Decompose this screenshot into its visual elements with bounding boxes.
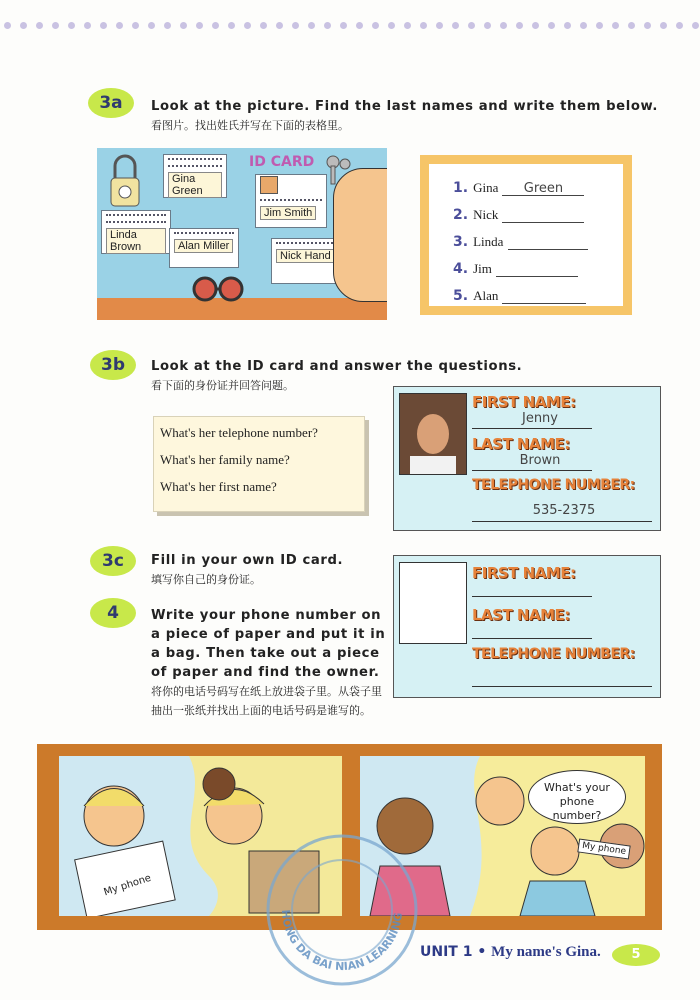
instruction-3b-text: Look at the ID card and answer the questions. bbox=[151, 359, 523, 374]
paper-note-left: My phone bbox=[102, 872, 153, 899]
jenny-id-card bbox=[393, 386, 661, 531]
instruction-4-text: Write your phone number on a piece of paper and put it in a bag. Then take out a piece of paper and find the owner. bbox=[151, 608, 386, 680]
id-card-scene bbox=[97, 148, 387, 320]
own-id-card bbox=[393, 555, 661, 698]
badge-3c: 3c bbox=[90, 546, 136, 576]
svg-text:HONG DA BAI NIAN LEARNING WEBS bbox=[262, 830, 405, 973]
badge-3b: 3b bbox=[90, 350, 136, 380]
id-card-jim bbox=[255, 174, 327, 228]
footer-bullet: • bbox=[477, 944, 487, 960]
id-card-gina-name: Gina Green bbox=[168, 172, 222, 198]
id-card-title: ID CARD bbox=[249, 154, 315, 170]
photo-placeholder bbox=[399, 562, 467, 644]
instruction-3c-text: Fill in your own ID card. bbox=[151, 553, 344, 568]
jenny-photo bbox=[399, 393, 467, 475]
id-card-nick bbox=[271, 238, 341, 284]
name-row-2: 2. Nick bbox=[453, 207, 584, 223]
own-telephone-line bbox=[472, 686, 652, 687]
last-names-box bbox=[420, 155, 632, 315]
own-first-name-line bbox=[472, 596, 592, 597]
footer-unit: UNIT 1 bbox=[420, 944, 473, 960]
own-last-name-label: LAST NAME: bbox=[472, 606, 570, 624]
telephone-label: TELEPHONE NUMBER: bbox=[472, 477, 635, 493]
id-card-linda bbox=[101, 210, 171, 254]
badge-3a: 3a bbox=[88, 88, 134, 118]
paper-note-right: My phone bbox=[577, 838, 631, 859]
instruction-3a-text: Look at the picture. Find the last names and write them below. bbox=[151, 99, 659, 114]
question-3: What's her first name? bbox=[160, 479, 277, 494]
question-2: What's her family name? bbox=[160, 452, 290, 467]
id-card-alan bbox=[169, 228, 239, 268]
watermark-seal bbox=[262, 830, 422, 990]
instruction-3b-cn: 看下面的身份证并回答问题。 bbox=[151, 379, 294, 392]
speech-text: What's your phone number? bbox=[544, 781, 610, 822]
name-row-1: 1. Gina Green bbox=[453, 180, 584, 196]
answer-field-5 bbox=[502, 289, 586, 304]
glasses-icon bbox=[191, 274, 245, 304]
id-card-linda-name: Linda Brown bbox=[106, 228, 166, 254]
watermark-text: HONG DA BAI NIAN LEARNING bbox=[278, 909, 406, 974]
name-row-4: 4. Jim bbox=[453, 261, 578, 277]
answer-field-3 bbox=[508, 235, 588, 250]
top-dot-border bbox=[0, 22, 700, 36]
answer-field-1: Green bbox=[502, 181, 584, 196]
badge-4: 4 bbox=[90, 598, 136, 628]
own-first-name-label: FIRST NAME: bbox=[472, 564, 576, 582]
telephone-value: 535-2375 bbox=[532, 503, 596, 518]
first-name-label: FIRST NAME: bbox=[472, 393, 576, 411]
page-number: 5 bbox=[612, 944, 660, 966]
id-card-gina bbox=[163, 154, 227, 198]
last-name-value: Brown bbox=[519, 453, 561, 468]
first-name-value: Jenny bbox=[521, 411, 558, 426]
answer-field-2 bbox=[502, 208, 584, 223]
instruction-3c-cn: 填写你自己的身份证。 bbox=[151, 573, 261, 586]
lock-icon bbox=[105, 148, 145, 216]
instruction-4-cn: 将你的电话号码写在纸上放进袋子里。从袋子里抽出一张纸并找出上面的电话号码是谁写的。 bbox=[151, 685, 382, 717]
instruction-4 bbox=[151, 606, 387, 720]
question-1: What's her telephone number? bbox=[160, 425, 318, 440]
own-telephone-label: TELEPHONE NUMBER: bbox=[472, 646, 635, 662]
name-row-5: 5. Alan bbox=[453, 288, 586, 304]
answer-field-4 bbox=[496, 262, 578, 277]
own-last-name-line bbox=[472, 638, 592, 639]
footer-title: My name's Gina. bbox=[491, 944, 601, 960]
last-name-label: LAST NAME: bbox=[472, 435, 570, 453]
id-card-jim-name: Jim Smith bbox=[260, 206, 316, 220]
name-row-3: 3. Linda bbox=[453, 234, 588, 250]
instruction-3a bbox=[151, 97, 671, 135]
id-card-alan-name: Alan Miller bbox=[174, 239, 233, 253]
id-card-nick-name: Nick Hand bbox=[276, 249, 335, 263]
boy-face bbox=[333, 168, 387, 302]
questions-box bbox=[153, 416, 365, 512]
instruction-3c bbox=[151, 551, 381, 589]
instruction-3a-cn: 看图片。找出姓氏并写在下面的表格里。 bbox=[151, 119, 349, 132]
speech-bubble bbox=[528, 770, 626, 824]
page-footer bbox=[420, 944, 601, 961]
